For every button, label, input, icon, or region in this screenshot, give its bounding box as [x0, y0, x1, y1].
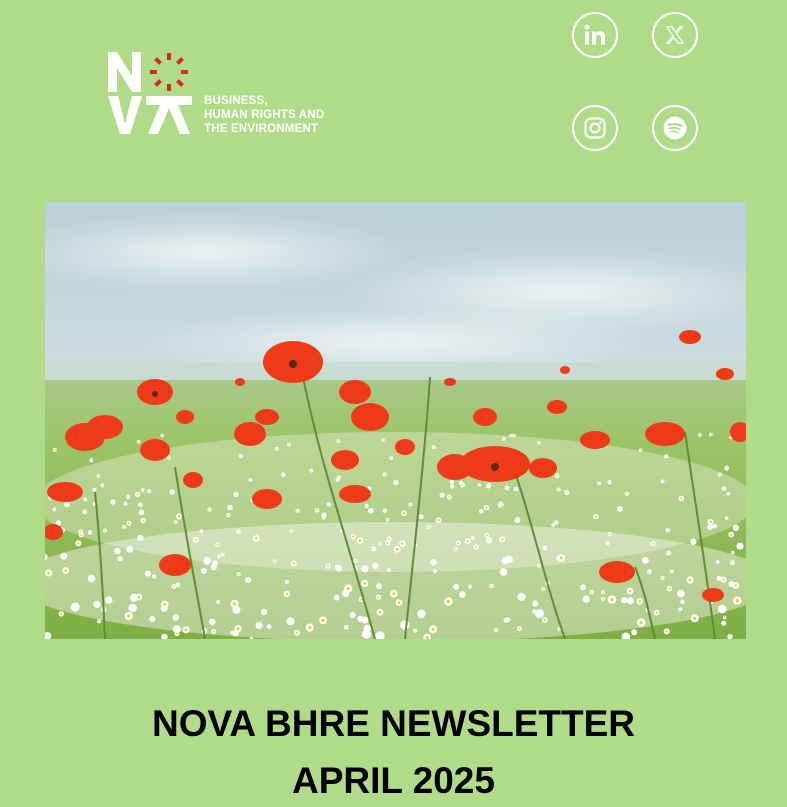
daisy — [60, 553, 67, 560]
daisy — [419, 613, 424, 618]
daisy — [71, 603, 80, 612]
daisy — [93, 488, 97, 492]
daisy-center — [321, 619, 324, 622]
daisy — [718, 605, 727, 614]
daisy — [105, 596, 112, 603]
daisy — [724, 466, 729, 471]
daisy-center — [379, 543, 380, 544]
daisy-center — [559, 628, 561, 630]
daisy-center — [392, 592, 395, 595]
daisy — [486, 483, 491, 488]
daisy — [236, 530, 241, 535]
tagline-line-2: HUMAN RIGHTS AND — [204, 109, 325, 121]
instagram-icon — [583, 116, 607, 140]
daisy — [625, 492, 629, 496]
daisy-center — [447, 600, 450, 603]
daisy-center — [296, 632, 298, 634]
daisy-center — [233, 602, 236, 605]
daisy — [661, 480, 665, 484]
daisy — [139, 510, 144, 515]
daisy-center — [363, 582, 366, 585]
daisy — [368, 508, 374, 514]
daisy-center — [163, 603, 166, 606]
daisy — [124, 502, 128, 506]
daisy-center — [722, 579, 724, 581]
daisy-center — [359, 539, 362, 542]
daisy-center — [513, 435, 514, 436]
daisy — [149, 616, 155, 622]
daisy — [393, 480, 398, 485]
daisy — [413, 629, 417, 633]
daisy — [64, 502, 70, 508]
daisy-center — [54, 449, 56, 451]
daisy-center — [237, 627, 240, 630]
daisy-center — [656, 612, 658, 614]
daisy — [239, 454, 243, 458]
daisy — [286, 617, 294, 625]
daisy-center — [538, 565, 540, 567]
daisy — [232, 630, 238, 636]
daisy — [642, 557, 649, 564]
daisy — [88, 575, 96, 583]
daisy — [698, 433, 702, 437]
daisy-center — [638, 600, 641, 603]
daisy — [88, 530, 92, 534]
daisy — [83, 497, 87, 501]
tagline-line-3: THE ENVIRONMENT — [204, 123, 319, 135]
daisy — [110, 499, 115, 504]
daisy — [327, 502, 331, 506]
daisy — [537, 441, 541, 445]
daisy-center — [719, 474, 721, 476]
daisy-center — [387, 519, 389, 521]
daisy-center — [693, 617, 696, 620]
daisy-center — [316, 510, 318, 512]
daisy-center — [128, 522, 130, 524]
daisy — [728, 581, 734, 587]
daisy-center — [629, 590, 632, 593]
nova-logo[interactable] — [106, 50, 346, 140]
daisy-center — [378, 596, 380, 598]
daisy-center — [475, 546, 477, 548]
daisy — [617, 506, 623, 512]
daisy — [502, 437, 506, 441]
daisy-center — [217, 544, 219, 546]
daisy — [100, 483, 104, 487]
daisy-center — [736, 599, 739, 602]
daisy-center — [457, 542, 459, 544]
daisy-center — [558, 489, 560, 491]
instagram-button[interactable] — [572, 105, 618, 151]
daisy-center — [127, 614, 130, 617]
daisy — [335, 565, 340, 570]
daisy — [459, 591, 466, 598]
daisy-center — [286, 593, 289, 596]
daisy — [137, 535, 143, 541]
daisy-center — [448, 496, 450, 498]
daisy-center — [639, 621, 642, 624]
daisy — [712, 524, 717, 529]
daisy — [371, 546, 376, 551]
daisy — [721, 621, 726, 626]
daisy — [138, 502, 143, 507]
daisy-center — [640, 450, 641, 451]
daisy — [709, 433, 713, 437]
daisy — [459, 481, 463, 485]
daisy — [507, 557, 513, 563]
daisy-center — [80, 531, 82, 533]
daisy — [387, 568, 391, 572]
daisy — [118, 556, 123, 561]
daisy — [666, 528, 670, 532]
daisy — [450, 484, 454, 488]
daisy-center — [168, 457, 170, 459]
daisy-center — [724, 617, 725, 618]
daisy — [256, 622, 263, 629]
daisy-center — [662, 577, 664, 579]
daisy — [419, 514, 424, 519]
daisy — [532, 601, 538, 607]
daisy — [478, 483, 482, 487]
daisy-center — [162, 435, 163, 436]
daisy — [296, 509, 300, 513]
daisy-center — [591, 591, 593, 593]
daisy — [716, 560, 720, 564]
daisy — [450, 480, 454, 484]
daisy — [217, 555, 221, 559]
daisy — [737, 543, 744, 550]
daisy-center — [437, 519, 439, 521]
daisy — [583, 596, 590, 603]
daisy-center — [410, 504, 412, 506]
daisy-center — [668, 588, 670, 590]
daisy-center — [255, 537, 258, 540]
daisy — [376, 583, 382, 589]
daisy — [93, 601, 100, 608]
daisy — [471, 536, 475, 540]
daisy — [211, 564, 217, 570]
daisy-center — [387, 542, 389, 544]
daisy — [334, 595, 340, 601]
daisy — [627, 597, 634, 604]
daisy — [221, 553, 225, 557]
daisy-center — [47, 572, 50, 575]
daisy — [245, 577, 251, 583]
daisy — [440, 493, 445, 498]
daisy-center — [467, 540, 469, 542]
daisy — [510, 434, 514, 438]
linkedin-icon — [583, 23, 607, 47]
daisy — [383, 508, 388, 513]
daisy-center — [602, 591, 604, 593]
daisy — [173, 625, 181, 633]
daisy-center — [338, 440, 340, 442]
daisy — [141, 488, 145, 492]
daisy — [152, 575, 156, 579]
daisy-center — [228, 514, 230, 516]
daisy — [664, 454, 668, 458]
daisy — [365, 504, 369, 508]
hero-illustration — [45, 202, 746, 639]
daisy-center — [398, 601, 401, 604]
daisy — [515, 517, 521, 523]
daisy — [344, 625, 349, 630]
poppy-field-image — [45, 202, 746, 639]
daisy — [357, 616, 363, 622]
daisy-center — [556, 475, 558, 477]
daisy-center — [666, 630, 668, 632]
daisy — [621, 597, 627, 603]
daisy — [126, 495, 130, 499]
daisy-center — [308, 626, 311, 629]
linkedin-button[interactable] — [572, 12, 618, 58]
daisy-center — [689, 579, 692, 582]
daisy — [433, 569, 437, 573]
daisy-center — [178, 515, 180, 517]
daisy — [707, 524, 713, 530]
x-button[interactable] — [652, 12, 698, 58]
logo-tagline — [204, 94, 324, 136]
daisy — [173, 614, 180, 621]
daisy-center — [291, 531, 293, 533]
daisy-center — [382, 439, 383, 440]
daisy-center — [138, 441, 140, 443]
daisy — [249, 478, 253, 482]
daisy — [281, 472, 286, 477]
newsletter-date: APRIL 2025 — [292, 760, 495, 801]
daisy-center — [709, 521, 711, 523]
daisy — [209, 619, 215, 625]
daisy — [468, 585, 472, 589]
daisy — [342, 590, 349, 597]
daisy — [677, 590, 685, 598]
daisy — [232, 606, 240, 614]
daisy — [364, 625, 372, 633]
daisy — [730, 560, 735, 565]
daisy — [725, 516, 729, 520]
daisy-center — [80, 534, 82, 536]
daisy — [647, 569, 652, 574]
daisy — [261, 609, 267, 615]
daisy-center — [388, 538, 390, 540]
daisy — [554, 520, 559, 525]
daisy-center — [680, 497, 682, 499]
daisy — [336, 478, 340, 482]
daisy — [321, 512, 326, 517]
daisy — [389, 456, 393, 460]
daisy — [733, 525, 739, 531]
daisy — [267, 624, 272, 629]
daisy — [606, 541, 610, 545]
daisy-center — [560, 557, 563, 560]
daisy — [631, 629, 637, 635]
daisy — [551, 523, 555, 527]
daisy — [309, 468, 313, 472]
daisy — [114, 548, 120, 554]
daisy-center — [379, 611, 382, 614]
daisy-center — [384, 474, 386, 476]
daisy — [505, 486, 510, 491]
daisy — [597, 482, 601, 486]
daisy — [372, 563, 378, 569]
daisy-center — [274, 561, 276, 563]
daisy-center — [355, 560, 357, 562]
daisy — [514, 487, 519, 492]
daisy-center — [347, 587, 350, 590]
daisy — [97, 474, 101, 478]
daisy-center — [175, 521, 176, 522]
daisy-center — [401, 542, 404, 545]
daisy-center — [730, 534, 732, 536]
daisy-center — [288, 444, 289, 445]
daisy — [400, 620, 409, 629]
daisy — [498, 502, 504, 508]
daisy — [227, 505, 232, 510]
daisy-center — [610, 598, 613, 601]
daisy-center — [185, 628, 188, 631]
daisy-center — [77, 542, 79, 544]
daisy-center — [138, 596, 141, 599]
daisy — [580, 584, 586, 590]
daisy-center — [60, 613, 62, 615]
daisy-center — [432, 628, 435, 631]
daisy-center — [544, 619, 546, 621]
daisy — [607, 480, 611, 484]
daisy-center — [485, 507, 487, 509]
daisy-center — [352, 536, 354, 538]
daisy — [430, 559, 437, 566]
daisy-center — [360, 598, 362, 600]
daisy — [207, 507, 211, 511]
tagline-line-1: BUSINESS, — [204, 95, 268, 107]
daisy-center — [501, 538, 503, 540]
daisy-center — [276, 448, 277, 449]
daisy-center — [396, 548, 399, 551]
daisy — [285, 580, 289, 584]
daisy-center — [195, 539, 197, 541]
daisy-center — [403, 512, 405, 514]
daisy-center — [238, 574, 240, 576]
daisy — [479, 509, 484, 514]
daisy — [199, 529, 203, 533]
daisy-center — [64, 569, 67, 572]
daisy — [350, 612, 356, 618]
daisy-center — [293, 562, 295, 564]
daisy — [145, 571, 151, 577]
daisy-center — [609, 533, 611, 535]
daisy — [532, 610, 536, 614]
spotify-icon — [662, 115, 688, 141]
daisy-center — [542, 588, 544, 590]
daisy-center — [173, 586, 175, 588]
daisy-center — [519, 628, 521, 630]
daisy — [486, 537, 492, 543]
daisy — [680, 600, 684, 604]
daisy — [234, 492, 239, 497]
daisy — [726, 492, 730, 496]
daisy-center — [455, 548, 457, 550]
daisy — [535, 609, 544, 618]
daisy — [690, 539, 696, 545]
daisy — [504, 618, 509, 623]
newsletter-title: NOVA BHRE NEWSLETTER — [151, 703, 636, 744]
daisy — [201, 568, 207, 574]
daisy — [147, 489, 151, 493]
daisy-center — [595, 516, 597, 518]
daisy — [500, 568, 508, 576]
daisy — [670, 569, 674, 573]
daisy-center — [137, 494, 139, 496]
daisy — [82, 510, 87, 515]
daisy-center — [327, 565, 329, 567]
nova-logo-mark — [106, 50, 201, 140]
daisy-center — [495, 629, 497, 631]
daisy-center — [428, 527, 430, 529]
daisy — [722, 486, 727, 491]
daisy — [543, 546, 548, 551]
daisy-center — [491, 585, 493, 587]
daisy — [216, 600, 220, 604]
daisy-center — [602, 598, 604, 600]
daisy — [678, 607, 682, 611]
daisy — [453, 584, 459, 590]
x-icon — [664, 24, 686, 46]
daisy-center — [426, 636, 429, 639]
daisy — [727, 634, 732, 639]
daisy — [175, 583, 180, 588]
daisy — [361, 565, 368, 572]
daisy-center — [652, 543, 654, 545]
daisy — [126, 546, 133, 553]
daisy-center — [486, 534, 488, 536]
daisy — [517, 593, 525, 601]
daisy-center — [735, 584, 738, 587]
daisy — [122, 525, 126, 529]
daisy — [203, 557, 211, 565]
spotify-button[interactable] — [652, 105, 698, 151]
daisy — [97, 619, 101, 623]
daisy — [564, 490, 569, 495]
daisy-center — [104, 530, 106, 532]
daisy — [89, 458, 93, 462]
daisy-center — [142, 519, 144, 521]
daisy — [53, 508, 57, 512]
daisy — [432, 445, 436, 449]
daisy-center — [732, 552, 733, 553]
daisy — [666, 551, 671, 556]
daisy — [170, 490, 175, 495]
daisy — [129, 604, 137, 612]
daisy-center — [213, 631, 215, 633]
